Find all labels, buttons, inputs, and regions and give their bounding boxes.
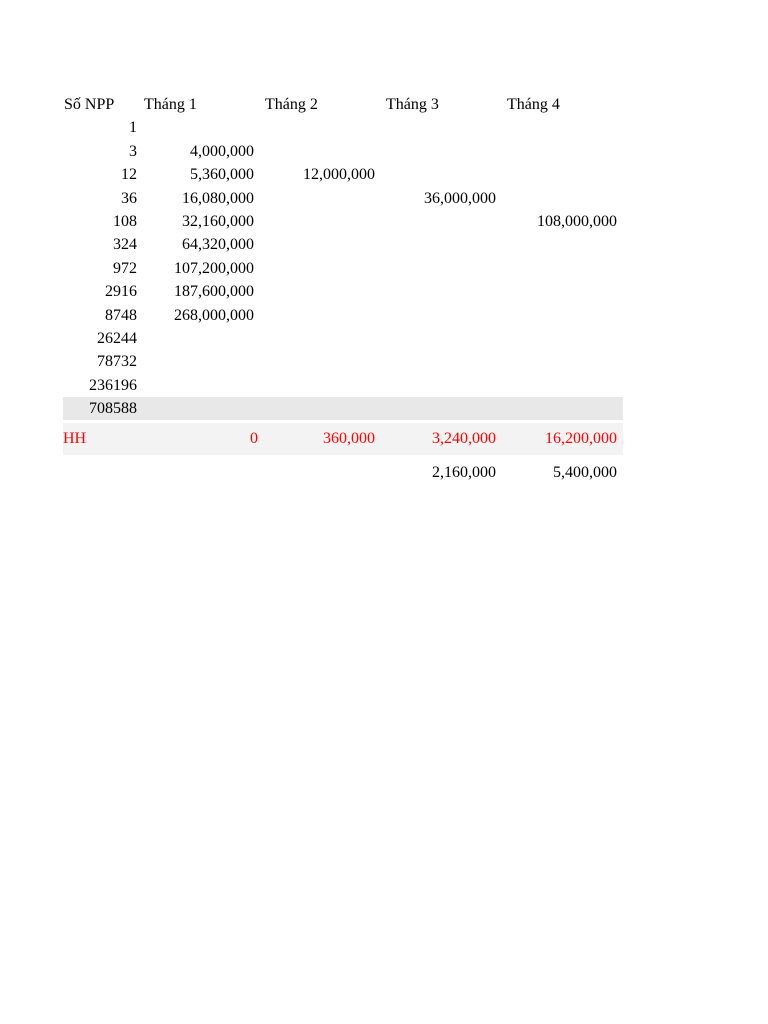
cell-thang-1[interactable]: 107,200,000 xyxy=(174,259,254,277)
hh-thang-4[interactable]: 16,200,000 xyxy=(545,430,617,448)
table-row xyxy=(63,210,623,233)
cell-npp[interactable]: 972 xyxy=(113,259,137,277)
header-thang-2[interactable]: Tháng 2 xyxy=(265,96,318,113)
cell-thang-2[interactable]: 12,000,000 xyxy=(303,166,375,184)
cell-thang-3[interactable]: 36,000,000 xyxy=(424,189,496,207)
hh-label[interactable]: HH xyxy=(63,430,87,448)
table-row xyxy=(63,350,623,373)
cell-npp[interactable]: 236196 xyxy=(89,376,137,394)
hh-thang-3[interactable]: 3,240,000 xyxy=(432,430,496,448)
table-row xyxy=(63,116,623,139)
hh-thang-2[interactable]: 360,000 xyxy=(323,430,375,448)
cell-thang-1[interactable]: 32,160,000 xyxy=(182,212,254,230)
cell-npp[interactable]: 12 xyxy=(121,166,137,184)
table-row xyxy=(63,327,623,350)
header-thang-3[interactable]: Tháng 3 xyxy=(386,96,439,113)
cell-thang-1[interactable]: 187,600,000 xyxy=(174,283,254,301)
cell-npp[interactable]: 26244 xyxy=(97,329,137,347)
cell-npp[interactable]: 36 xyxy=(121,189,137,207)
extra-thang-4[interactable]: 5,400,000 xyxy=(553,464,617,482)
cell-npp[interactable]: 78732 xyxy=(97,353,137,371)
table-row xyxy=(63,257,623,280)
cell-npp[interactable]: 3 xyxy=(129,142,137,160)
extra-row xyxy=(63,461,623,485)
header-thang-4[interactable]: Tháng 4 xyxy=(507,96,560,113)
hh-row xyxy=(63,423,623,455)
extra-thang-3[interactable]: 2,160,000 xyxy=(432,464,496,482)
header-so-npp[interactable]: Số NPP xyxy=(64,96,115,113)
cell-npp[interactable]: 2916 xyxy=(105,283,137,301)
cell-thang-1[interactable]: 268,000,000 xyxy=(174,306,254,324)
header-row xyxy=(63,93,623,116)
table-row xyxy=(63,233,623,256)
cell-thang-4[interactable]: 108,000,000 xyxy=(537,212,617,230)
cell-npp[interactable]: 1 xyxy=(129,119,137,137)
table-row xyxy=(63,280,623,303)
header-thang-1[interactable]: Tháng 1 xyxy=(144,96,197,113)
cell-npp[interactable]: 324 xyxy=(113,236,137,254)
table-row xyxy=(63,374,623,397)
cell-thang-1[interactable]: 4,000,000 xyxy=(190,142,254,160)
table-row-selected xyxy=(63,397,623,420)
cell-npp[interactable]: 8748 xyxy=(105,306,137,324)
table-row xyxy=(63,163,623,186)
cell-thang-1[interactable]: 5,360,000 xyxy=(190,166,254,184)
cell-npp[interactable]: 108 xyxy=(113,212,137,230)
cell-thang-1[interactable]: 16,080,000 xyxy=(182,189,254,207)
table-row xyxy=(63,304,623,327)
table-row xyxy=(63,187,623,210)
spreadsheet xyxy=(63,93,623,485)
cell-thang-1[interactable]: 64,320,000 xyxy=(182,236,254,254)
cell-npp[interactable]: 708588 xyxy=(89,400,137,418)
table-row xyxy=(63,140,623,163)
hh-thang-1[interactable]: 0 xyxy=(250,430,258,448)
